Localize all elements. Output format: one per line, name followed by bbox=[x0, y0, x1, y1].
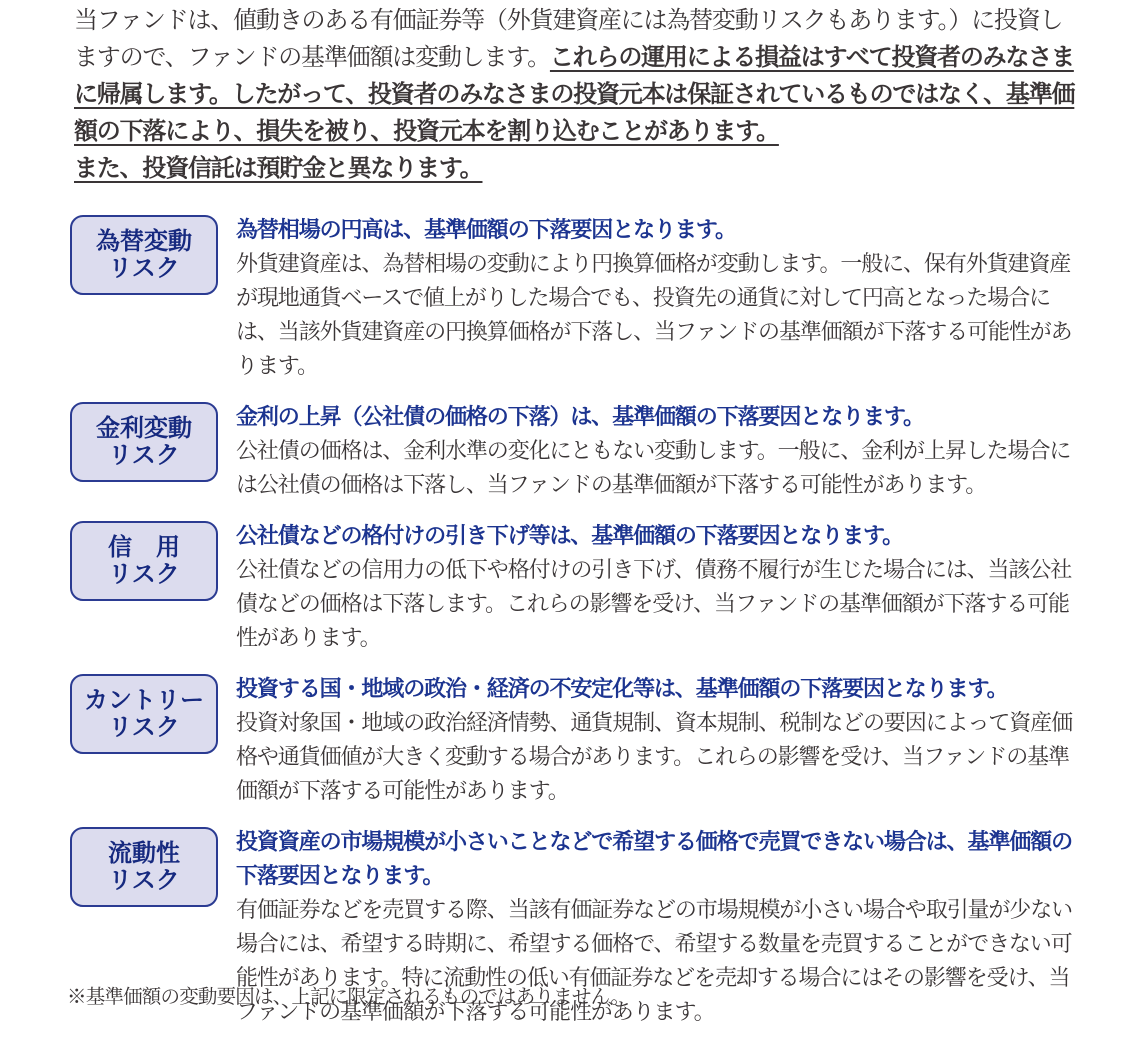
risk-section-country bbox=[70, 672, 1082, 808]
footnote-note: ※基準価額の変動要因は、上記に限定されるものではありません。 bbox=[67, 986, 630, 1008]
risk-label-box-country bbox=[70, 674, 218, 754]
risk-label-line1: 金利変動 bbox=[96, 415, 192, 442]
risk-text-country bbox=[236, 672, 1082, 808]
risk-label-box-credit bbox=[70, 521, 218, 601]
risk-label-line1: カントリー bbox=[84, 687, 204, 714]
risk-body-liquidity: 有価証券などを売買する際、当該有価証券などの市場規模が小さい場合や取引量が少ない場合には、希望する時期に、希望する価格で、希望する数量を売買することができない可能性があります。特に流動性の低い有価証券などを売却する場合にはその影響を受け、当ファンドの基準価額が下落する可能性があります。 bbox=[236, 897, 1073, 1024]
intro-paragraph-1 bbox=[74, 2, 1082, 150]
intro-normal-text: 当ファンドは、値動きのある有価証券等（外貨建資産には為替変動リスクもあります。）に投資しますので、ファンドの基準価額は変動します。 bbox=[74, 7, 1063, 71]
risk-section-interest bbox=[70, 400, 1082, 502]
risk-heading-country: 投資する国・地域の政治・経済の不安定化等は、基準価額の下落要因となります。 bbox=[236, 676, 1008, 701]
risk-body-interest: 公社債の価格は、金利水準の変化にともない変動します。一般に、金利が上昇した場合には公社債の価格は下落し、当ファンドの基準価額が下落する可能性があります。 bbox=[236, 438, 1071, 497]
risk-text-fx bbox=[236, 213, 1082, 383]
risk-heading-interest: 金利の上昇（公社債の価格の下落）は、基準価額の下落要因となります。 bbox=[236, 404, 924, 429]
risk-body-credit: 公社債などの信用力の低下や格付けの引き下げ、債務不履行が生じた場合には、当該公社債などの価格は下落します。これらの影響を受け、当ファンドの基準価額が下落する可能性があります。 bbox=[236, 557, 1072, 650]
risk-label-box-liquidity bbox=[70, 827, 218, 907]
intro-paragraph bbox=[74, 2, 1082, 187]
risk-body-fx: 外貨建資産は、為替相場の変動により円換算価格が変動します。一般に、保有外貨建資産が現地通貨ベースで値上がりした場合でも、投資先の通貨に対して円高となった場合には、当該外貨建資産の円換算価格が下落し、当ファンドの基準価額が下落する可能性があります。 bbox=[236, 251, 1072, 378]
intro-emphasis-line2: また、投資信託は預貯金と異なります。 bbox=[74, 155, 483, 182]
risk-section-fx bbox=[70, 213, 1082, 383]
risk-heading-fx: 為替相場の円高は、基準価額の下落要因となります。 bbox=[236, 217, 736, 242]
risk-label-box-fx bbox=[70, 215, 218, 295]
risk-label-line1: 為替変動 bbox=[96, 228, 192, 255]
intro-emphasis-text: これらの運用による損益はすべて投資者のみなさまに帰属します。したがって、投資者のみなさまの投資元本は保証されているものではなく、基準価額の下落により、損失を被り、投資元本を割り込むことがあります。 bbox=[74, 44, 1075, 145]
risk-body-country: 投資対象国・地域の政治経済情勢、通貨規制、資本規制、税制などの要因によって資産価格や通貨価値が大きく変動する場合があります。これらの影響を受け、当ファンドの基準価額が下落する可能性があります。 bbox=[236, 710, 1073, 803]
risk-label-box-interest bbox=[70, 402, 218, 482]
risk-heading-liquidity: 投資資産の市場規模が小さいことなどで希望する価格で売買できない場合は、基準価額の下落要因となります。 bbox=[236, 829, 1073, 888]
risk-label-line1: 流動性 bbox=[108, 840, 180, 867]
risk-label-line2: リスク bbox=[108, 442, 180, 469]
risk-text-interest bbox=[236, 400, 1082, 502]
risk-label-line2: リスク bbox=[108, 561, 180, 588]
risk-heading-credit: 公社債などの格付けの引き下げ等は、基準価額の下落要因となります。 bbox=[236, 523, 904, 548]
risk-section-credit bbox=[70, 519, 1082, 655]
risk-label-line1: 信 用 bbox=[108, 534, 180, 561]
risk-label-line2: リスク bbox=[108, 255, 180, 282]
risk-label-line2: リスク bbox=[108, 867, 180, 894]
intro-paragraph-2 bbox=[74, 150, 1082, 187]
risk-sections bbox=[70, 213, 1082, 1046]
risk-text-credit bbox=[236, 519, 1082, 655]
risk-label-line2: リスク bbox=[108, 714, 180, 741]
